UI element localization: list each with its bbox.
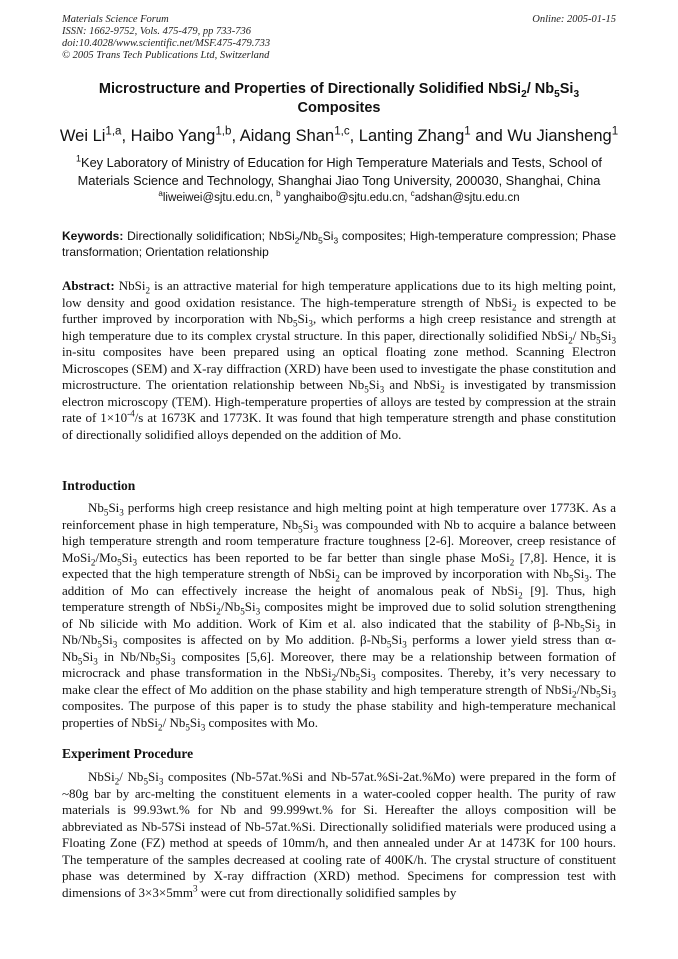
email-link[interactable]: adshan@sjtu.edu.cn <box>414 192 520 204</box>
author: Aidang Shan$^{1,c}$, <box>239 125 359 145</box>
introduction-body: $Nb_5Si_3$ performs high creep resistance and high melting point at high temperature over 1773K. As a reinforcement phase in high temperature, $Nb_5Si_3$ was compounded with Nb to acquire a balance between high temperature strength and room temperature fracture toughness [2-6]. Moreover, creep resistance of $MoSi_2/Mo_5Si_3$ eutectics has been reported to be far better than single phase MoSi$_2$ [7,8]. Hence, it is expected that the high temperature strength of NbSi$_2$ can be improved by incorporation with $Nb_5Si_3$. The addition of Mo can effectively increase the height of anomalous peak of NbSi$_2$ [9]. Thus, high temperature strength of $NbSi_2/Nb_5Si_3$ composites might be improved due to solid solution strengthening of Nb silicide with Mo addition. Work of Kim et al. also indicated that the stability of $\beta-Nb_5Si_3$ in $Nb/Nb_5Si_3$ composites is affected on by Mo addition. $\beta-Nb_5Si_3$ performs a lower yield stress than $\alpha-Nb_5Si_3$ in $Nb/Nb_5Si_3$ composites [5,6]. Moreover, there may be a relationship between formation of microcrack and phase transformation in the $NbSi_2/Nb_5Si_3$ composites. Thereby, it’s very necessary to make clear the effect of Mo addition on the phase stability and high temperature strength of $NbSi_2/Nb_5Si_3$ composites. The purpose of this paper is to study the phase stability and high-temperature mechanical properties of NbSi$_2$/ $Nb_5Si_3$ composites with Mo. <box>62 500 616 733</box>
author-list <box>40 126 638 146</box>
abstract: Abstract: NbSi$_2$ is an attractive material for high temperature applications due to its high melting point, low density and good oxidation resistance. The high-temperature strength of NbSi$_2$ is expected to be further improved by incorporation with $Nb_5Si_3$, which performs a high creep resistance and strength at high temperature due to its complex crystal structure. In this paper, directionally solidified NbSi$_2$/ $Nb_5Si_3$ in-situ composites have been prepared using an optical floating zone method. Scanning Electron Microscopes (SEM) and X-ray diffraction (XRD) have been used to investigate the phase constitution and microstructure. The orientation relationship between $Nb_5Si_3$ and NbSi$_2$ is investigated by transmission electron microscopy (TEM). High-temperature properties of alloys are tested by compression at the strain rate of $1\times 10^{-4}/s$ at 1673K and 1773K. It was found that high temperature strength and phase constitution of directionally solidified alloys depended on the addition of Mo. <box>62 278 617 442</box>
experiment-body: NbSi$_2$/ $Nb_5Si_3$ composites (Nb-57at.%Si and Nb-57at.%Si-2at.%Mo) were prepared in the form of ~80g bar by arc-melting the constituent elements in a water-cooled copper health. The purity of raw materials is 99.93wt.% for Nb and 99.999wt.% for Si. Hereafter the alloys composition will be abbreviated as Nb-57Si instead of Nb-57at.%Si. Directionally solidified materials were produced using a Floating Zone (FZ) method at speeds of 10mm/h, and then annealed under Ar at 1473K for 100 hours. The temperature of the samples decreased at cooling rate of 400K/h. The crystal structure of constituent phase was determined by X-ray diffraction (XRD) method. Specimens for compression test with dimensions of $3\times 3\times 5mm^3$ were cut from directionally solidified samples by <box>62 769 616 900</box>
abstract-label: Abstract: <box>62 278 115 293</box>
keywords: Keywords: Directionally solidification; $NbSi_2/Nb_5Si_3$ composites; High-temperature compression; Phase transformation; Orientation relationship <box>62 229 616 259</box>
paper-title: Microstructure and Properties of Directionally Solidified NbSi$_2$/ $Nb_5Si_3$ Composites <box>98 81 580 116</box>
issn-line: ISSN: 1662-9752, Vols. 475-479, pp 733-736 <box>62 26 251 37</box>
copyright-line: © 2005 Trans Tech Publications Ltd, Switzerland <box>62 50 270 61</box>
author: Wu Jiansheng$^1$ <box>507 125 619 145</box>
section-heading-experiment: Experiment Procedure <box>62 746 194 761</box>
email-link[interactable]: liweiwei@sjtu.edu.cn, <box>162 192 277 204</box>
journal-header <box>62 14 270 62</box>
affiliation: $^1$Key Laboratory of Ministry of Education for High Temperature Materials and Tests, School of Materials Science and Technology, Shanghai Jiao Tong University, 200030, Shanghai, China <box>76 153 602 188</box>
author: Wei Li$^{1,a}$, <box>59 125 131 145</box>
email-link[interactable]: yanghaibo@sjtu.edu.cn, <box>280 192 411 204</box>
doi-line: doi:10.4028/www.scientific.net/MSF.475-479.733 <box>62 38 271 49</box>
author: Haibo Yang$^{1,b}$, <box>130 125 240 145</box>
email-list: $^a$liweiwei@sjtu.edu.cn, $^b$ yanghaibo@sjtu.edu.cn, $^c$adshan@sjtu.edu.cn <box>158 189 520 204</box>
keywords-label: Keywords: <box>62 229 124 243</box>
author: Lanting Zhang$^1$ and <box>358 125 508 145</box>
journal-name: Materials Science Forum <box>62 14 169 25</box>
online-date: Online: 2005-01-15 <box>532 14 616 25</box>
section-heading-introduction: Introduction <box>62 478 136 493</box>
